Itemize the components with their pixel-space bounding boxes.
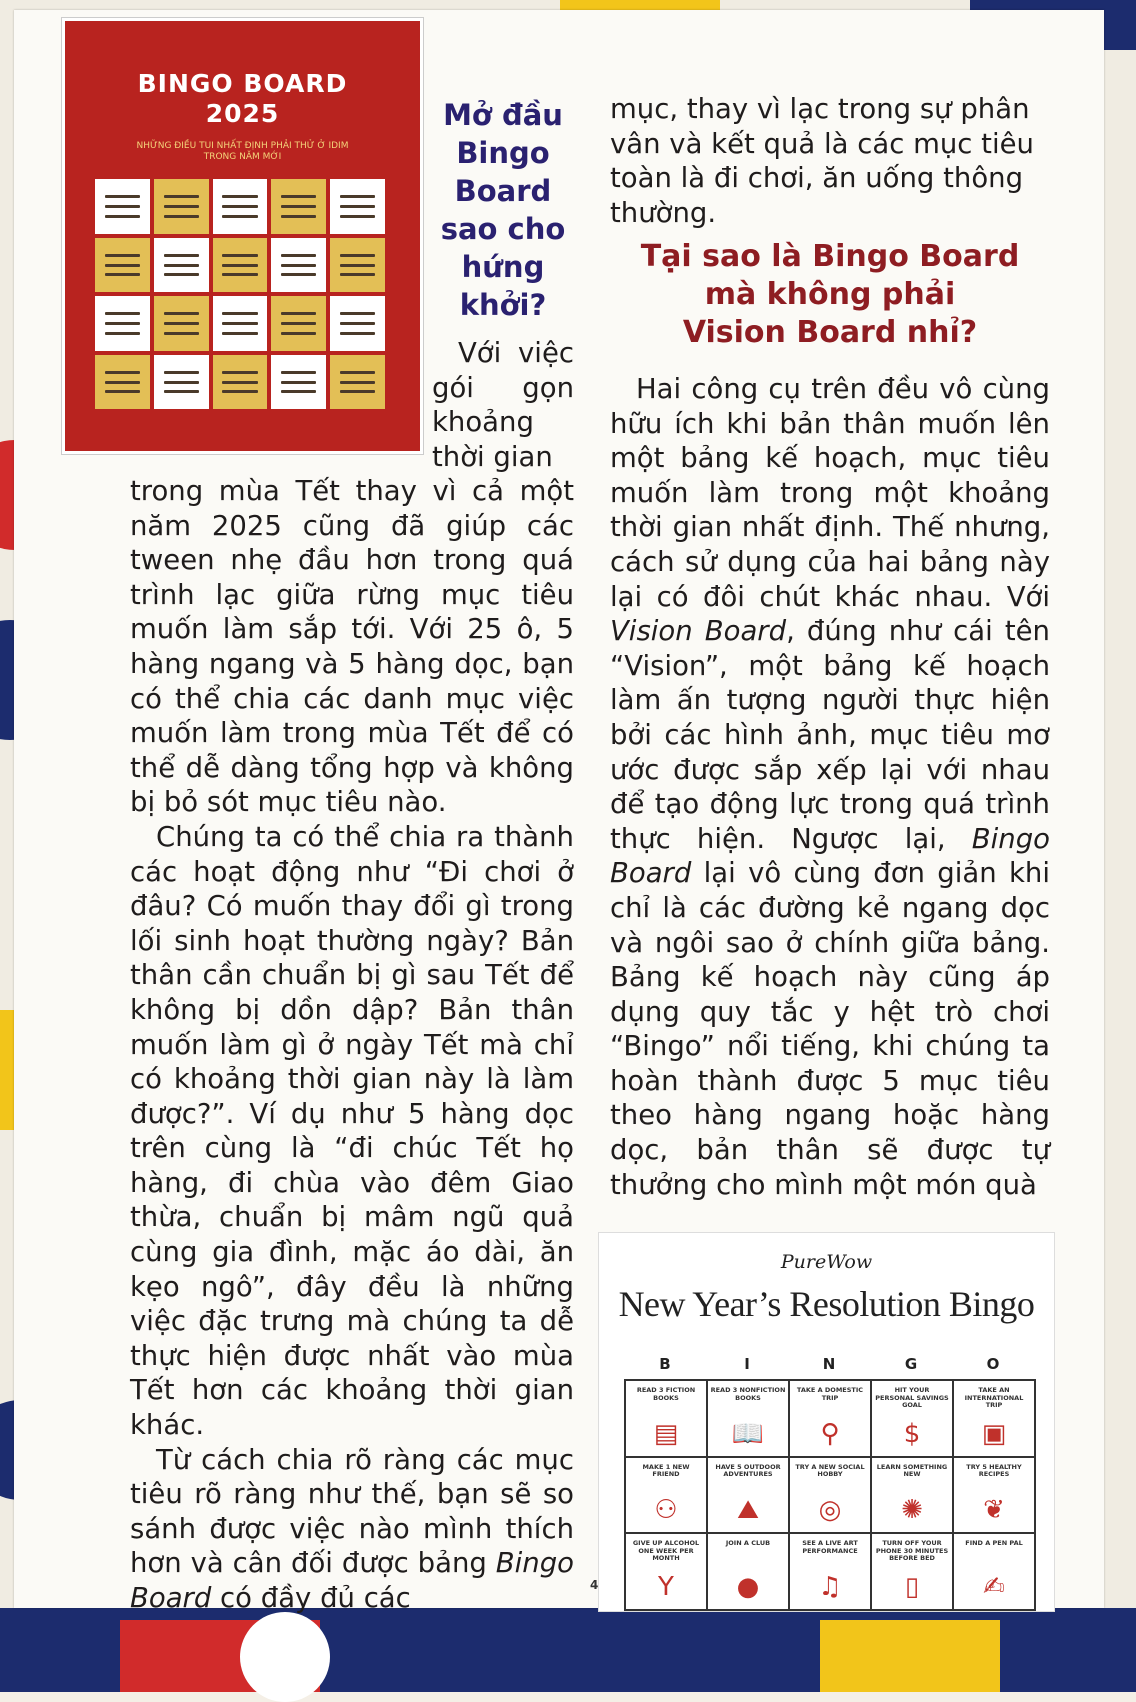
bingo-cell <box>154 238 209 293</box>
bingo-cell <box>789 1457 871 1534</box>
bingo-cell-label: SEE A LIVE ART PERFORMANCE <box>802 1539 858 1555</box>
resolution-bingo-grid <box>624 1379 1036 1611</box>
bingo-letter: G <box>904 1355 918 1373</box>
left-para1-start: Với việc gói gọn khoảng thời gian <box>432 337 574 473</box>
right-column-top <box>610 92 1050 230</box>
bingo-cell <box>95 355 150 410</box>
bingo-cell-label: TURN OFF YOUR PHONE 30 MINUTES BEFORE BED <box>875 1539 949 1563</box>
bingo-cell-label: MAKE 1 NEW FRIEND <box>642 1462 690 1479</box>
bingo-cell <box>330 238 385 293</box>
bingo-cell <box>330 179 385 234</box>
bingo-board-grid <box>95 179 385 409</box>
left-para2: Chúng ta có thể chia ra thành các hoạt động như “Đi chơi ở đâu? Có muốn thay đổi gì trong lối sinh hoạt thường ngày? Bản thân cần chuẩn bị gì sau Tết để không bị dồn dập? Bản thân muốn làm gì ở ngày Tết mà chỉ có khoảng thời gian này là làm được?”. Ví dụ như 5 hàng dọc trên cùng là “đi chúc Tết họ hàng, đi chùa vào đêm Giao thừa, chuẩn bị mâm ngũ quả cùng gia đình, mặc áo dài, ăn kẹo ngô”, đây đều là những việc đặc trưng mà chúng ta dễ thực hiện được nhất vào mùa Tết hơn các khoảng thời gian khác. <box>130 820 574 1442</box>
bingo-cell <box>789 1380 871 1457</box>
left-column-wrap <box>432 336 574 474</box>
bingo-board-title: BINGO BOARD 2025 <box>137 69 348 128</box>
bingo-cell <box>625 1380 707 1457</box>
left-column <box>130 474 574 1616</box>
bingo-cell <box>953 1533 1035 1610</box>
bingo-cell-label: TRY A NEW SOCIAL HOBBY <box>795 1462 865 1479</box>
bingo-cell-label: GIVE UP ALCOHOL ONE WEEK PER MONTH <box>632 1539 700 1563</box>
bingo-cell <box>213 179 268 234</box>
lightbulb-icon: ✺ <box>901 1495 923 1526</box>
bingo-cell-label: READ 3 FICTION BOOKS <box>636 1386 696 1402</box>
music-note-icon: ♫ <box>818 1571 842 1602</box>
bingo-cell-label: HAVE 5 OUTDOOR ADVENTURES <box>715 1462 781 1479</box>
bingo-cell <box>213 296 268 351</box>
bingo-cell <box>271 296 326 351</box>
phone-icon: ▯ <box>904 1571 920 1602</box>
section-heading-left: Mở đầu Bingo Board sao cho hứng khởi? <box>440 98 566 322</box>
hand-writing-icon: ✍ <box>983 1571 1005 1602</box>
bingo-cell <box>95 179 150 234</box>
bingo-cell <box>707 1380 789 1457</box>
bingo-cell-label: READ 3 NONFICTION BOOKS <box>710 1386 786 1402</box>
right-column <box>610 372 1050 1202</box>
bingo-cell-label: JOIN A CLUB <box>725 1539 771 1548</box>
bingo-letter: N <box>822 1355 836 1373</box>
bingo-cell <box>154 179 209 234</box>
bingo-cell <box>213 238 268 293</box>
bingo-cell <box>271 179 326 234</box>
bingo-cell-label: TAKE A DOMESTIC TRIP <box>796 1386 864 1402</box>
left-para3: Từ cách chia rõ ràng các mục tiêu rõ ràng như thế, bạn sẽ so sánh được việc nào mình thích hơn và cân đối được bảng Bingo Board có đầy đủ các <box>130 1443 574 1614</box>
bingo-cell-label: LEARN SOMETHING NEW <box>876 1462 948 1479</box>
brand-logo: PureWow <box>780 1251 873 1273</box>
hiker-icon: ⛰ <box>737 1495 759 1526</box>
bingo-cell <box>871 1533 953 1610</box>
bingo-cell <box>707 1457 789 1534</box>
bingo-cell <box>625 1457 707 1534</box>
open-book-icon: 📖 <box>731 1418 765 1449</box>
cocktail-icon: Y <box>658 1571 674 1602</box>
people-icon: ⚇ <box>654 1495 678 1526</box>
bingo-cell <box>871 1457 953 1534</box>
bingo-cell <box>330 355 385 410</box>
bingo-cell <box>154 355 209 410</box>
bingo-cell-label: FIND A PEN PAL <box>965 1539 1023 1548</box>
right-para: Hai công cụ trên đều vô cùng hữu ích khi bản thân muốn lên một bảng kế hoạch, mục tiêu muốn làm trong một khoảng thời gian nhất định. Thế nhưng, cách sử dụng của hai bảng này lại có đôi chút khác nhau. Với Vision Board, đúng như cái tên “Vision”, một bảng kế hoạch làm ấn tượng người thực hiện bởi các hình ảnh, mục tiêu mơ ước được sắp xếp lại với nhau để tạo động lực trong quá trình thực hiện. Ngược lại, Bingo Board lại vô cùng đơn giản khi chỉ là các đường kẻ ngang dọc và ngôi sao ở chính giữa bảng. Bảng kế hoạch này cũng áp dụng quy tắc y hệt trò chơi “Bingo” nổi tiếng, khi chúng ta hoàn thành được 5 mục tiêu theo hàng ngang hoặc hàng dọc, bản thân sẽ được tự thưởng cho mình một món quà <box>610 373 1050 1201</box>
books-icon: ▤ <box>653 1418 679 1449</box>
resolution-bingo-image <box>598 1232 1055 1612</box>
bingo-cell <box>271 355 326 410</box>
left-para1-rest: trong mùa Tết thay vì cả một năm 2025 cũng đã giúp các tween nhẹ đầu hơn trong quá trình lạc giữa rừng mục tiêu muốn làm sắp tới. Với 25 ô, 5 hàng ngang và 5 hàng dọc, bạn có thể chia các danh mục việc muốn làm trong mùa Tết để có thể dễ dàng tổng hợp và không bị bỏ sót mục tiêu nào. <box>130 475 574 819</box>
deco-bottom-yellow <box>820 1620 1000 1692</box>
suitcase-icon: ▣ <box>981 1418 1007 1449</box>
bingo-cell <box>789 1533 871 1610</box>
bingo-board-subtitle: NHỮNG ĐIỀU TUI NHẤT ĐỊNH PHẢI THỬ Ở IDIM TRONG NĂM MỚI <box>136 141 349 162</box>
pin-icon: ⚲ <box>820 1418 840 1449</box>
money-bag-icon: $ <box>903 1418 921 1449</box>
paddle-icon: ● <box>736 1571 760 1602</box>
bingo-cell <box>213 355 268 410</box>
bingo-cell-label: TAKE AN INTERNATIONAL TRIP <box>964 1386 1024 1409</box>
bingo-cell-label: TRY 5 HEALTHY RECIPES <box>966 1462 1022 1479</box>
bingo-cell <box>330 296 385 351</box>
bingo-cell <box>95 238 150 293</box>
deco-bottom-white-circle <box>240 1612 330 1702</box>
bingo-cell <box>871 1380 953 1457</box>
bingo-letters <box>624 1355 1034 1373</box>
section-heading-right: Tại sao là Bingo Board mà không phải Vision Board nhỉ? <box>640 239 1020 350</box>
bingo-board-2025-image <box>62 18 423 454</box>
bingo-cell <box>953 1457 1035 1534</box>
bingo-letter: O <box>986 1355 1000 1373</box>
bingo-cell <box>154 296 209 351</box>
bingo-cell <box>707 1533 789 1610</box>
bingo-cell <box>271 238 326 293</box>
page-number: 4 <box>590 1578 599 1592</box>
lips-icon: ◎ <box>818 1495 842 1526</box>
resolution-bingo-title: New Year’s Resolution Bingo <box>618 1284 1035 1324</box>
bingo-cell-label: HIT YOUR PERSONAL SAVINGS GOAL <box>875 1386 949 1409</box>
right-top-text: mục, thay vì lạc trong sự phân vân và kết quả là các mục tiêu toàn là đi chơi, ăn uống thông thường. <box>610 93 1034 229</box>
bingo-cell <box>95 296 150 351</box>
bingo-letter: B <box>659 1355 671 1373</box>
bingo-cell <box>625 1533 707 1610</box>
vegetables-icon: ❦ <box>983 1495 1005 1526</box>
bingo-letter: I <box>744 1355 750 1373</box>
bingo-cell <box>953 1380 1035 1457</box>
